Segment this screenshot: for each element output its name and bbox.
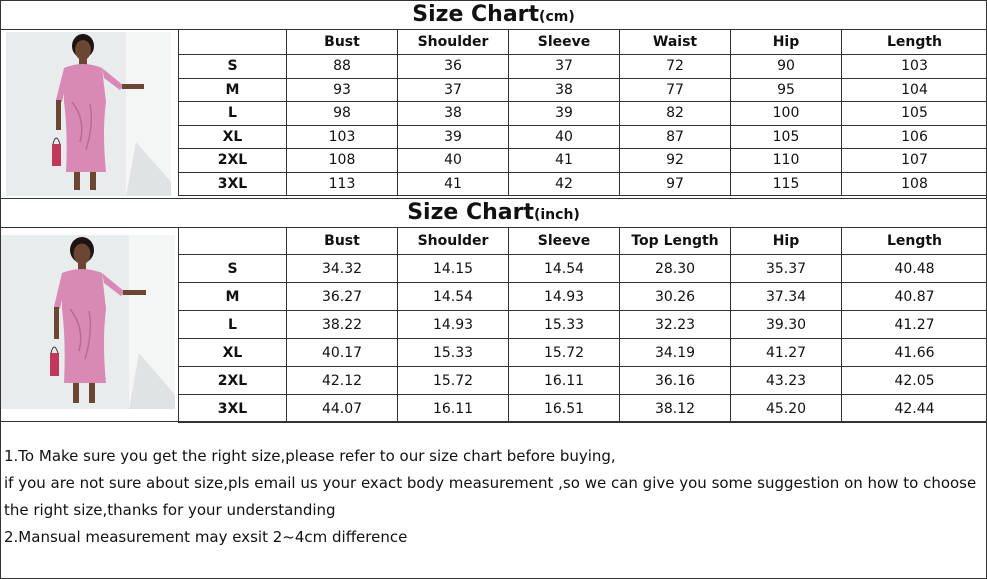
measurement-cell: 37 xyxy=(398,78,509,102)
measurement-cell: 95 xyxy=(731,78,842,102)
size-label-cell: 3XL xyxy=(179,172,287,196)
measurement-cell: 77 xyxy=(620,78,731,102)
measurement-cell: 34.32 xyxy=(287,255,398,283)
measurement-cell: 108 xyxy=(842,172,987,196)
measurement-cell: 14.54 xyxy=(398,283,509,311)
table-row xyxy=(179,172,987,196)
header-cell: Length xyxy=(842,228,987,255)
measurement-cell: 38 xyxy=(398,102,509,126)
measurement-cell: 98 xyxy=(287,102,398,126)
measurement-cell: 103 xyxy=(287,125,398,149)
header-cell: Sleeve xyxy=(509,30,620,55)
measurement-cell: 38 xyxy=(509,78,620,102)
measurement-cell: 37 xyxy=(509,55,620,79)
measurement-cell: 42.44 xyxy=(842,395,987,423)
header-cell: Sleeve xyxy=(509,228,620,255)
size-label-cell: M xyxy=(179,78,287,102)
inch-size-table xyxy=(178,227,987,423)
measurement-cell: 40 xyxy=(509,125,620,149)
measurement-cell: 30.26 xyxy=(620,283,731,311)
header-corner-cell xyxy=(179,228,287,255)
measurement-cell: 14.93 xyxy=(509,283,620,311)
table-row xyxy=(179,78,987,102)
table-row xyxy=(179,395,987,423)
measurement-cell: 42.12 xyxy=(287,367,398,395)
inch-table-body xyxy=(179,228,987,423)
size-label-cell: XL xyxy=(179,125,287,149)
header-row xyxy=(179,228,987,255)
size-label-cell: L xyxy=(179,311,287,339)
note-line: 2.Mansual measurement may exsit 2~4cm difference xyxy=(4,528,408,546)
measurement-cell: 15.72 xyxy=(509,339,620,367)
header-cell: Bust xyxy=(287,228,398,255)
table-row xyxy=(179,339,987,367)
measurement-cell: 108 xyxy=(287,149,398,173)
measurement-cell: 39 xyxy=(398,125,509,149)
size-notes xyxy=(4,443,979,551)
measurement-cell: 97 xyxy=(620,172,731,196)
header-cell: Waist xyxy=(620,30,731,55)
measurement-cell: 107 xyxy=(842,149,987,173)
model-photo-inch xyxy=(1,235,175,409)
measurement-cell: 105 xyxy=(842,102,987,126)
header-cell: Bust xyxy=(287,30,398,55)
measurement-cell: 43.23 xyxy=(731,367,842,395)
measurement-cell: 90 xyxy=(731,55,842,79)
cm-table-body xyxy=(179,30,987,196)
size-label-cell: S xyxy=(179,255,287,283)
header-cell: Shoulder xyxy=(398,228,509,255)
measurement-cell: 37.34 xyxy=(731,283,842,311)
cm-title-unit: (cm) xyxy=(539,9,575,25)
size-label-cell: 2XL xyxy=(179,367,287,395)
measurement-cell: 113 xyxy=(287,172,398,196)
measurement-cell: 103 xyxy=(842,55,987,79)
inch-title-unit: (inch) xyxy=(533,207,580,223)
measurement-cell: 16.51 xyxy=(509,395,620,423)
measurement-cell: 105 xyxy=(731,125,842,149)
measurement-cell: 15.33 xyxy=(398,339,509,367)
measurement-cell: 36 xyxy=(398,55,509,79)
table-row xyxy=(179,367,987,395)
table-row xyxy=(179,55,987,79)
measurement-cell: 40.48 xyxy=(842,255,987,283)
measurement-cell: 36.27 xyxy=(287,283,398,311)
size-label-cell: 3XL xyxy=(179,395,287,423)
size-label-cell: S xyxy=(179,55,287,79)
measurement-cell: 82 xyxy=(620,102,731,126)
dress-model-image xyxy=(6,32,171,196)
size-label-cell: M xyxy=(179,283,287,311)
measurement-cell: 41.27 xyxy=(731,339,842,367)
measurement-cell: 38.12 xyxy=(620,395,731,423)
header-cell: Hip xyxy=(731,30,842,55)
measurement-cell: 42 xyxy=(509,172,620,196)
measurement-cell: 41.27 xyxy=(842,311,987,339)
measurement-cell: 115 xyxy=(731,172,842,196)
measurement-cell: 40 xyxy=(398,149,509,173)
cm-size-table xyxy=(178,29,987,196)
measurement-cell: 14.15 xyxy=(398,255,509,283)
measurement-cell: 16.11 xyxy=(509,367,620,395)
header-cell: Length xyxy=(842,30,987,55)
measurement-cell: 72 xyxy=(620,55,731,79)
measurement-cell: 35.37 xyxy=(731,255,842,283)
measurement-cell: 15.33 xyxy=(509,311,620,339)
measurement-cell: 100 xyxy=(731,102,842,126)
table-row xyxy=(179,311,987,339)
measurement-cell: 42.05 xyxy=(842,367,987,395)
table-row xyxy=(179,283,987,311)
measurement-cell: 44.07 xyxy=(287,395,398,423)
size-label-cell: 2XL xyxy=(179,149,287,173)
measurement-cell: 40.87 xyxy=(842,283,987,311)
table-row xyxy=(179,255,987,283)
measurement-cell: 36.16 xyxy=(620,367,731,395)
measurement-cell: 28.30 xyxy=(620,255,731,283)
inch-chart-title xyxy=(0,199,987,227)
measurement-cell: 87 xyxy=(620,125,731,149)
table-row xyxy=(179,149,987,173)
measurement-cell: 45.20 xyxy=(731,395,842,423)
cm-title-text: Size Chart xyxy=(412,2,540,27)
size-label-cell: L xyxy=(179,102,287,126)
size-label-cell: XL xyxy=(179,339,287,367)
model-photo-cm xyxy=(6,32,171,196)
measurement-cell: 14.54 xyxy=(509,255,620,283)
note-line: 1.To Make sure you get the right size,please refer to our size chart before buying, xyxy=(4,447,616,465)
measurement-cell: 104 xyxy=(842,78,987,102)
header-row xyxy=(179,30,987,55)
table-row xyxy=(179,125,987,149)
measurement-cell: 41 xyxy=(509,149,620,173)
measurement-cell: 106 xyxy=(842,125,987,149)
measurement-cell: 32.23 xyxy=(620,311,731,339)
cm-chart-title xyxy=(0,0,987,29)
measurement-cell: 92 xyxy=(620,149,731,173)
table-row xyxy=(179,102,987,126)
header-corner-cell xyxy=(179,30,287,55)
measurement-cell: 39.30 xyxy=(731,311,842,339)
header-cell: Top Length xyxy=(620,228,731,255)
measurement-cell: 40.17 xyxy=(287,339,398,367)
measurement-cell: 15.72 xyxy=(398,367,509,395)
note-line: if you are not sure about size,pls email us your exact body measurement ,so we can give you some suggestion on how to choose the right size,thanks for your understanding xyxy=(4,474,977,519)
measurement-cell: 38.22 xyxy=(287,311,398,339)
measurement-cell: 34.19 xyxy=(620,339,731,367)
inch-title-text: Size Chart xyxy=(407,200,534,225)
measurement-cell: 110 xyxy=(731,149,842,173)
measurement-cell: 41.66 xyxy=(842,339,987,367)
measurement-cell: 41 xyxy=(398,172,509,196)
measurement-cell: 14.93 xyxy=(398,311,509,339)
measurement-cell: 16.11 xyxy=(398,395,509,423)
dress-model-image-2 xyxy=(1,235,175,409)
header-cell: Hip xyxy=(731,228,842,255)
measurement-cell: 39 xyxy=(509,102,620,126)
measurement-cell: 93 xyxy=(287,78,398,102)
measurement-cell: 88 xyxy=(287,55,398,79)
header-cell: Shoulder xyxy=(398,30,509,55)
